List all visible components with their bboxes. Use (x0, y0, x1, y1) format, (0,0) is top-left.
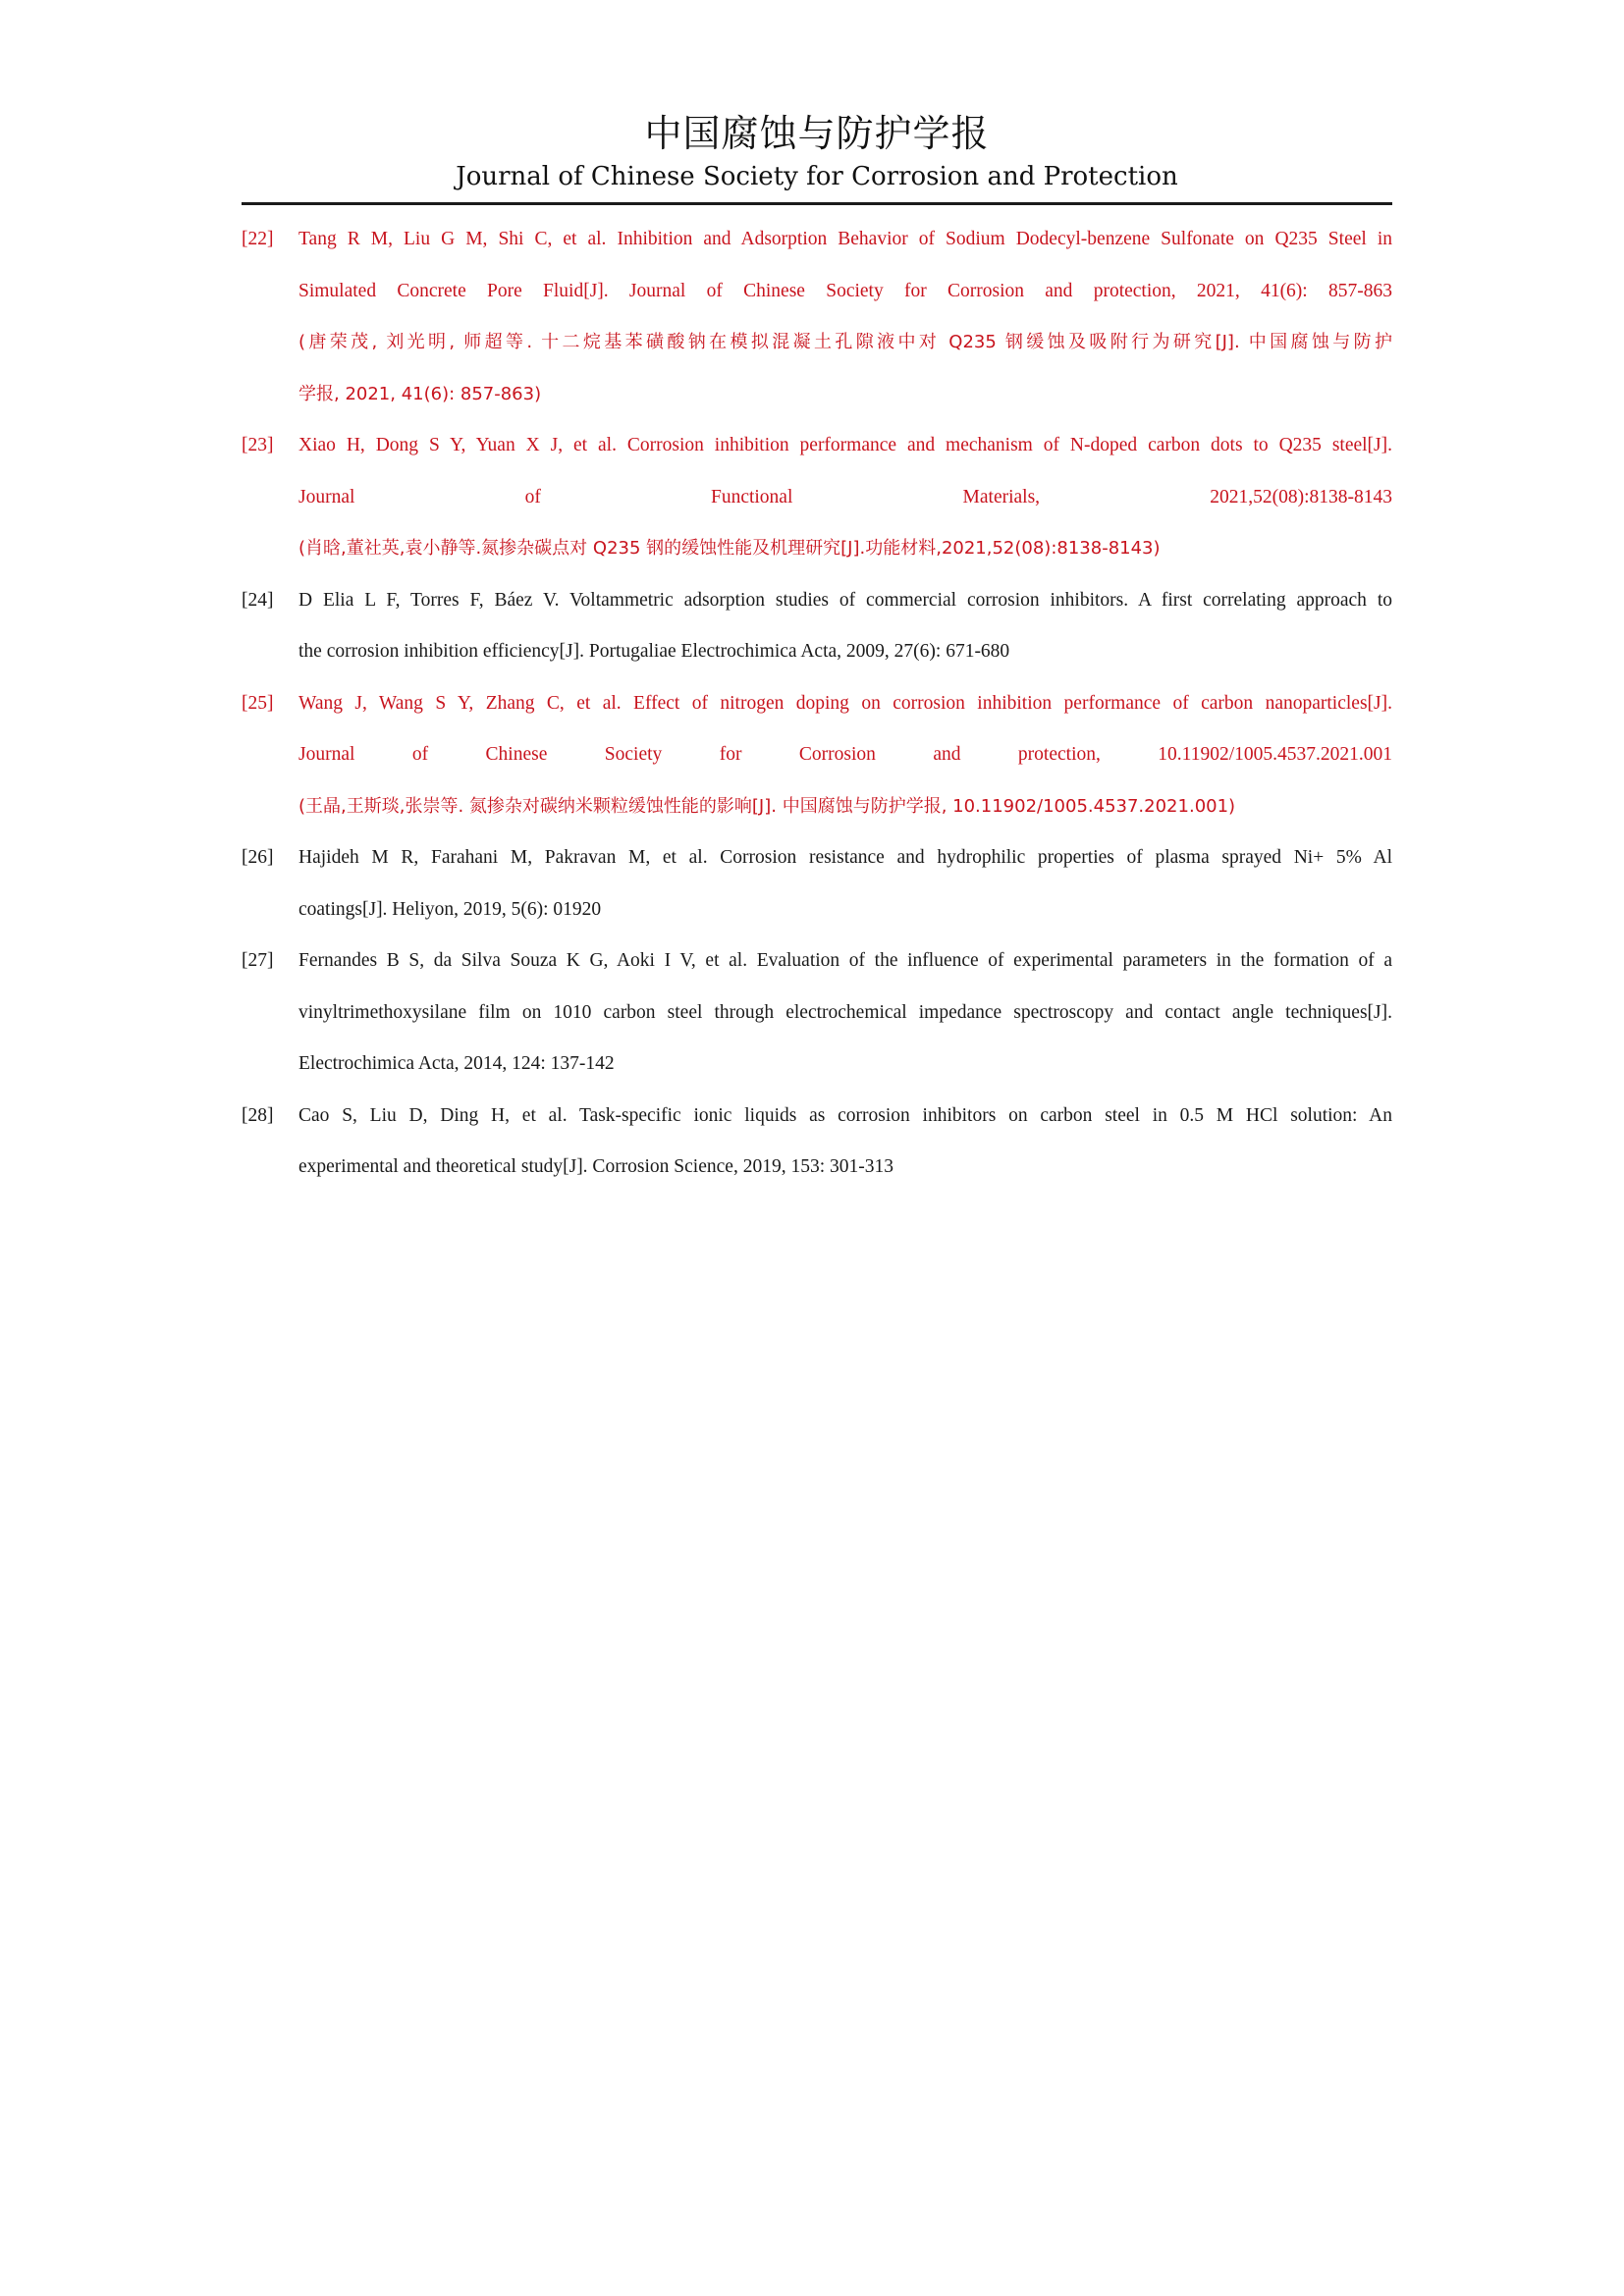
reference-line: (唐荣茂, 刘光明, 师超等. 十二烷基苯磺酸钠在模拟混凝土孔隙液中对 Q235 钢缓蚀及吸附行为研究[J]. 中国腐蚀与防护 (298, 332, 1392, 352)
reference-line: D Elia L F, Torres F, Báez V. Voltammetric adsorption studies of commercial corrosion inhibitors. A first correlating approach to (298, 589, 1392, 611)
reference-number: [22] (242, 229, 274, 249)
reference-line: coatings[J]. Heliyon, 2019, 5(6): 01920 (298, 898, 602, 920)
reference-text (298, 575, 1392, 678)
reference-text (298, 1091, 1392, 1194)
reference-number: [24] (242, 589, 274, 611)
reference-line: Xiao H, Dong S Y, Yuan X J, et al. Corrosion inhibition performance and mechanism of N-doped carbon dots to Q235 steel[J]. (298, 435, 1392, 455)
reference-number: [26] (242, 847, 274, 868)
reference-number: [27] (242, 950, 274, 971)
reference-line: Cao S, Liu D, Ding H, et al. Task-specific ionic liquids as corrosion inhibitors on carbon steel in 0.5 M HCl solution: An (298, 1104, 1392, 1126)
reference-item (242, 678, 1392, 833)
reference-text (298, 832, 1392, 935)
reference-line: Simulated Concrete Pore Fluid[J]. Journal of Chinese Society for Corrosion and protection, 2021, 41(6): 857-863 (298, 280, 1392, 301)
reference-line: Wang J, Wang S Y, Zhang C, et al. Effect of nitrogen doping on corrosion inhibition performance of carbon nanoparticles[J]. (298, 692, 1392, 714)
reference-number: [28] (242, 1104, 274, 1126)
reference-text (298, 678, 1392, 833)
reference-line: (王晶,王斯琰,张崇等. 氮掺杂对碳纳米颗粒缓蚀性能的影响[J]. 中国腐蚀与防护学报, 10.11902/1005.4537.2021.001) (298, 795, 1236, 817)
header-divider (242, 202, 1392, 205)
journal-header (242, 110, 1392, 194)
reference-item (242, 1091, 1392, 1194)
journal-title-english: Journal of Chinese Society for Corrosion and Protection (456, 162, 1178, 191)
reference-number: [23] (242, 435, 274, 455)
reference-item (242, 935, 1392, 1091)
reference-text (298, 420, 1392, 575)
reference-line: Hajideh M R, Farahani M, Pakravan M, et al. Corrosion resistance and hydrophilic properties of plasma sprayed Ni+ 5% Al (298, 847, 1392, 868)
reference-list (242, 214, 1392, 1194)
reference-number: [25] (242, 692, 274, 714)
reference-line: Fernandes B S, da Silva Souza K G, Aoki I V, et al. Evaluation of the influence of experimental parameters in the formation of a (298, 950, 1392, 971)
journal-title-chinese: 中国腐蚀与防护学报 (644, 112, 990, 155)
reference-line: 学报, 2021, 41(6): 857-863) (298, 383, 542, 404)
reference-line: Tang R M, Liu G M, Shi C, et al. Inhibition and Adsorption Behavior of Sodium Dodecyl-benzene Sulfonate on Q235 Steel in (298, 229, 1392, 249)
reference-line: Journal of Chinese Society for Corrosion and protection, 10.11902/1005.4537.2021.001 (298, 744, 1392, 765)
reference-line: Electrochimica Acta, 2014, 124: 137-142 (298, 1053, 615, 1074)
reference-text (298, 935, 1392, 1091)
reference-line: the corrosion inhibition efficiency[J]. Portugaliae Electrochimica Acta, 2009, 27(6): 671-680 (298, 641, 1010, 662)
reference-text (298, 214, 1392, 420)
reference-item (242, 575, 1392, 678)
reference-item (242, 214, 1392, 420)
reference-item (242, 420, 1392, 575)
reference-line: vinyltrimethoxysilane film on 1010 carbon steel through electrochemical impedance spectroscopy and contact angle techniques[J]. (298, 1001, 1392, 1023)
reference-item (242, 832, 1392, 935)
reference-line: (肖晗,董社英,袁小静等.氮掺杂碳点对 Q235 钢的缓蚀性能及机理研究[J].功能材料,2021,52(08):8138-8143) (298, 538, 1161, 559)
reference-line: Journal of Functional Materials, 2021,52(08):8138-8143 (298, 486, 1392, 507)
reference-line: experimental and theoretical study[J]. Corrosion Science, 2019, 153: 301-313 (298, 1156, 893, 1177)
